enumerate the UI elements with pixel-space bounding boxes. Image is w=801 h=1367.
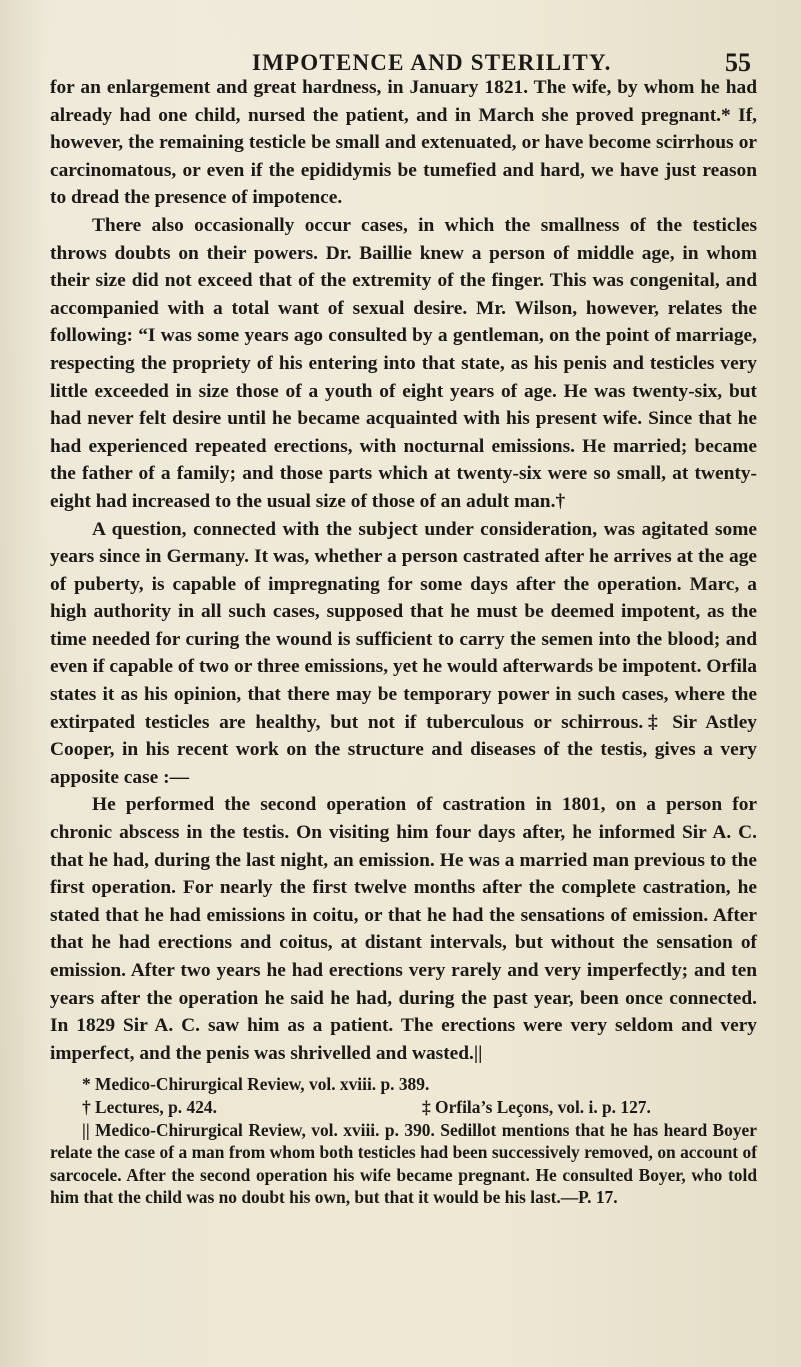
footnote	[50, 1073, 757, 1096]
paragraph: There also occasionally occur cases, in which the smallness of the testicles throws doubts on their powers. Dr. Baillie knew a person of middle age, in whom their size did not exceed that of the extremity of the finger. This was congenital, and accompanied with a total want of sexual desire. Mr. Wilson, however, relates the following: “I was some years ago consulted by a gentleman, on the point of marriage, respecting the propriety of his entering into that state, as his penis and testicles very little exceeded in size those of a youth of eight years of age. He was twenty-six, but had never felt desire until he became acquainted with his present wife. Since that he had experienced repeated erections, with nocturnal emissions. He married; became the father of a family; and those parts which at twenty-six were so small, at twenty-eight had increased to the usual size of those of an adult man.†	[50, 214, 757, 512]
footnote-text: ‡ Orfila’s Leçons, vol. i. p. 127.	[422, 1096, 651, 1117]
page-number: 55	[725, 48, 751, 77]
running-title: IMPOTENCE AND STERILITY.	[252, 50, 612, 75]
footnote-text: * Medico-Chirurgical Review, vol. xviii. p. 389.	[82, 1074, 430, 1095]
paragraph: for an enlargement and great hardness, in January 1821. The wife, by whom he had already had one child, nursed the patient, and in March she proved pregnant.* If, however, the remaining testicle be small and extenuated, or have become scirrhous or carcinomatous, or even if the epididymis be tumefied and hard, we have just reason to dread the presence of impotence.	[50, 77, 757, 209]
footnote-text: † Lectures, p. 424.	[82, 1096, 217, 1117]
footnotes	[50, 1073, 757, 1209]
body-text	[50, 74, 757, 1067]
page-header	[50, 40, 757, 77]
footnote: || Medico-Chirurgical Review, vol. xviii. p. 390. Sedillot mentions that he has heard Boyer relate the case of a man from whom both testicles had been successively removed, on account of sarcocele. After the second operation his wife became pregnant. He consulted Boyer, who told him that the child was no doubt his own, but that it would be his last.—P. 17.	[50, 1119, 757, 1208]
footnote-row	[50, 1096, 757, 1119]
paragraph: A question, connected with the subject under consideration, was agitated some years since in Germany. It was, whether a person castrated after he arrives at the age of puberty, is capable of impregnating for some days after the operation. Marc, a high authority in all such cases, supposed that he must be deemed impotent, as the time needed for curing the wound is sufficient to carry the semen into the blood; and even if capable of two or three emissions, yet he would afterwards be impotent. Orfila states it as his opinion, that there may be temporary power in such cases, where the extirpated testicles are healthy, but not if tuberculous or schirrous.‡ Sir Astley Cooper, in his recent work on the structure and diseases of the testis, gives a very apposite case :—	[50, 518, 757, 788]
paragraph: He performed the second operation of castration in 1801, on a person for chronic abscess in the testis. On visiting him four days after, he informed Sir A. C. that he had, during the last night, an emission. He was a married man previous to the first operation. For nearly the first twelve months after the complete castration, he stated that he had emissions in coitu, or that he had the sensations of emission. After that he had erections and coitus, at distant intervals, but without the sensation of emission. After two years he had erections very rarely and very imperfectly; and ten years after the operation he said he had, during the past year, been once connected. In 1829 Sir A. C. saw him as a patient. The erections were very seldom and very imperfect, and the penis was shrivelled and wasted.||	[50, 794, 757, 1064]
